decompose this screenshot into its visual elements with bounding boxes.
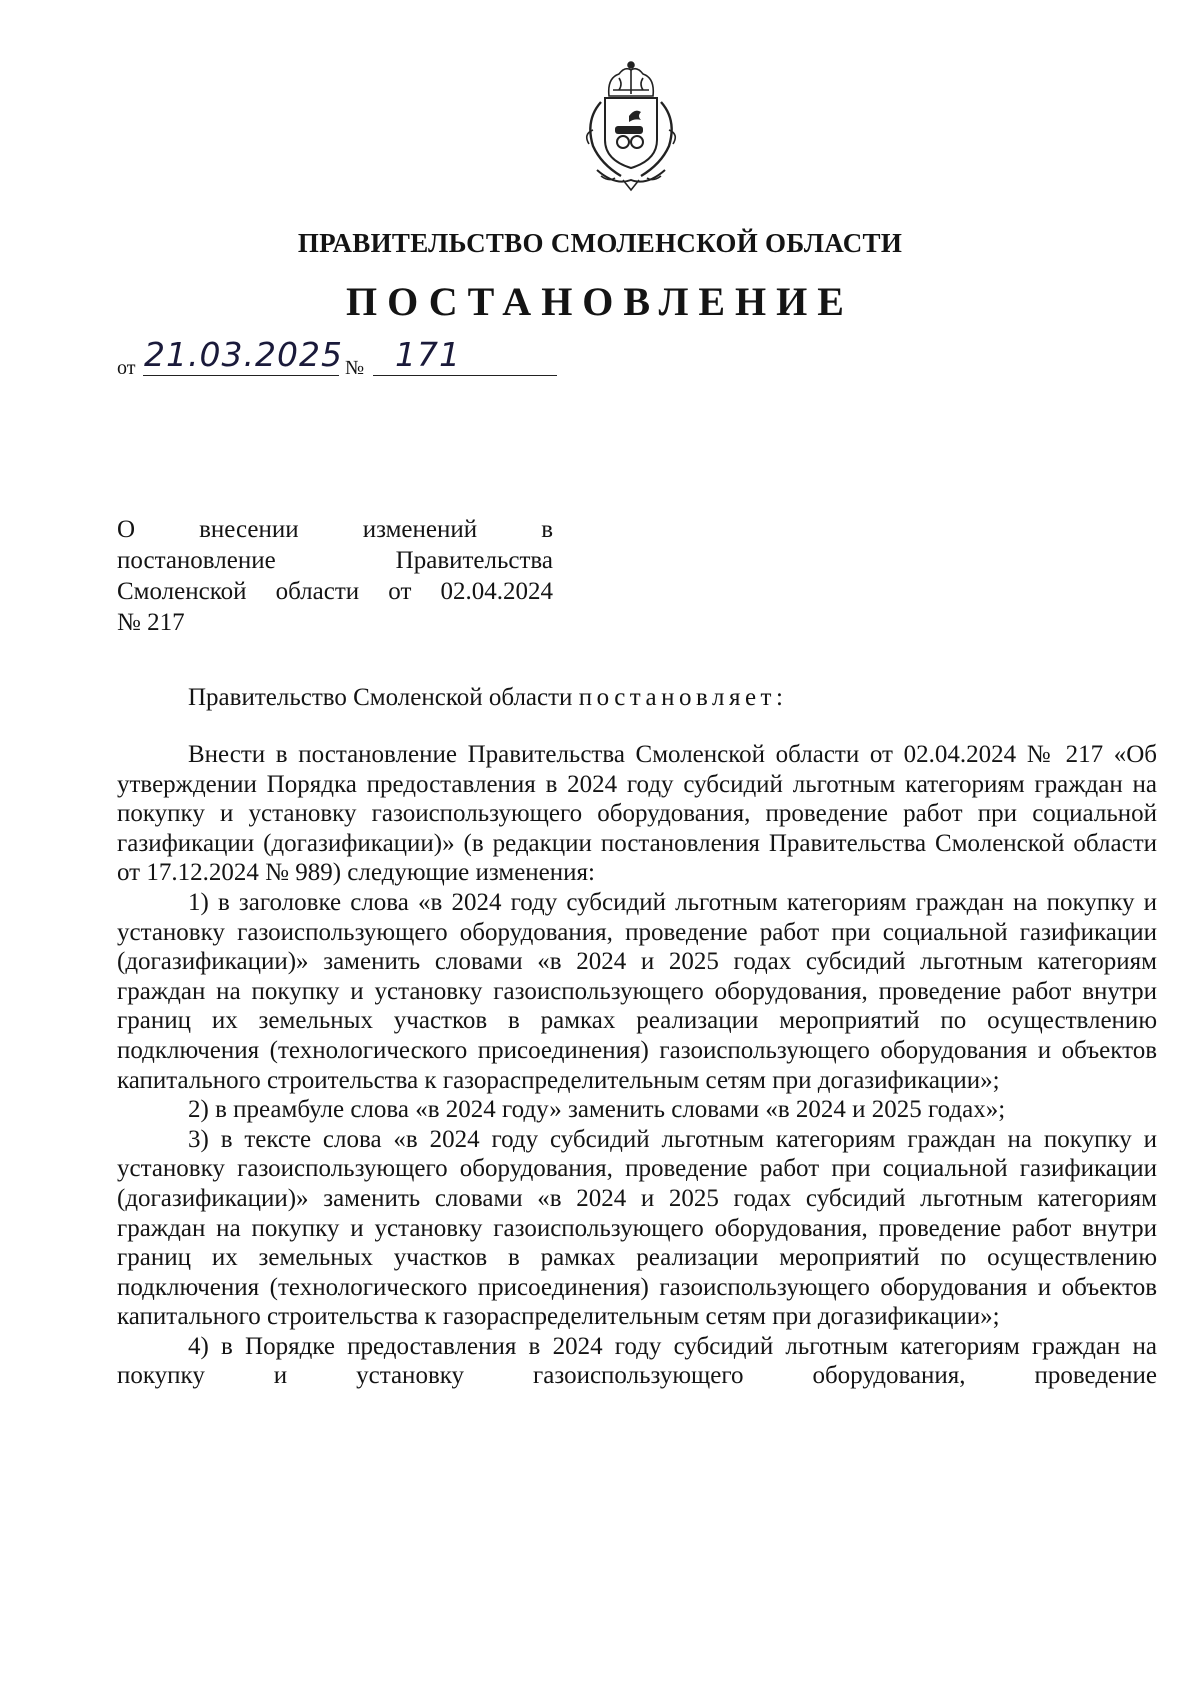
- document-body: [117, 740, 1157, 1391]
- number-underline: [373, 375, 557, 376]
- body-paragraph-item-1: 1) в заголовке слова «в 2024 году субсидий льготным категориям граждан на покупку и установку газоиспользующего оборудования, проведение работ при социальной газификации (догазификации)» заменить словами «в 2024 и 2025 годах субсидий льготным категориям граждан на покупку и установку газоиспользующего оборудования, проведение работ внутри границ их земельных участков в рамках реализации мероприятий по осуществлению подключения (технологического присоединения) газоиспользующего оборудования и объектов капитального строительства к газораспределительным сетям при догазификации»;: [117, 888, 1157, 1094]
- subject-line: О внесении изменений в: [117, 516, 553, 543]
- smolensk-coat-of-arms-icon: [571, 60, 691, 195]
- body-paragraph-item-2: 2) в преамбуле слова «в 2024 году» заменить словами «в 2024 и 2025 годах»;: [188, 1096, 1006, 1124]
- body-paragraph-intro: Внести в постановление Правительства Смоленской области от 02.04.2024 № 217 «Об утверждении Порядка предоставления в 2024 году субсидий льготным категориям граждан на покупку и установку газоиспользующего оборудования, проведение работ при социальной газификации (догазификации)» (в редакции постановления Правительства Смоленской области от 17.12.2024 № 989) следующие изменения:: [117, 741, 1157, 887]
- subject-line: постановление Правительства: [117, 547, 553, 574]
- decree-verb: постановляет:: [578, 684, 788, 711]
- body-paragraph-item-4: 4) в Порядке предоставления в 2024 году субсидий льготным категориям граждан на покупку и установку газоиспользующего оборудования, проведение: [117, 1332, 1157, 1390]
- coat-of-arms-emblem: [571, 60, 691, 195]
- handwritten-date: 21.03.2025: [144, 335, 343, 374]
- subject-line: Смоленской области от 02.04.2024: [117, 578, 553, 605]
- number-label: №: [345, 357, 365, 379]
- decree-prefix: Правительство Смоленской области: [188, 684, 579, 711]
- body-paragraph-item-3: 3) в тексте слова «в 2024 году субсидий льготным категориям граждан на покупку и установку газоиспользующего оборудования, проведение работ при социальной газификации (догазификации)» заменить словами «в 2024 и 2025 годах субсидий льготным категориям граждан на покупку и установку газоиспользующего оборудования, проведение работ внутри границ их земельных участков в рамках реализации мероприятий по осуществлению подключения (технологического присоединения) газоиспользующего оборудования и объектов капитального строительства к газораспределительным сетям при догазификации»;: [117, 1125, 1157, 1331]
- subject-line: № 217: [117, 609, 185, 636]
- decree-statement: [188, 684, 787, 712]
- date-number-line: [117, 335, 557, 379]
- organization-title: ПРАВИТЕЛЬСТВО СМОЛЕНСКОЙ ОБЛАСТИ: [297, 228, 903, 258]
- document-type-heading: ПОСТАНОВЛЕНИЕ: [346, 279, 854, 324]
- handwritten-number: 171: [395, 335, 461, 374]
- date-underline: [143, 375, 339, 376]
- date-from-label: от: [117, 357, 136, 379]
- document-subject: [117, 514, 553, 638]
